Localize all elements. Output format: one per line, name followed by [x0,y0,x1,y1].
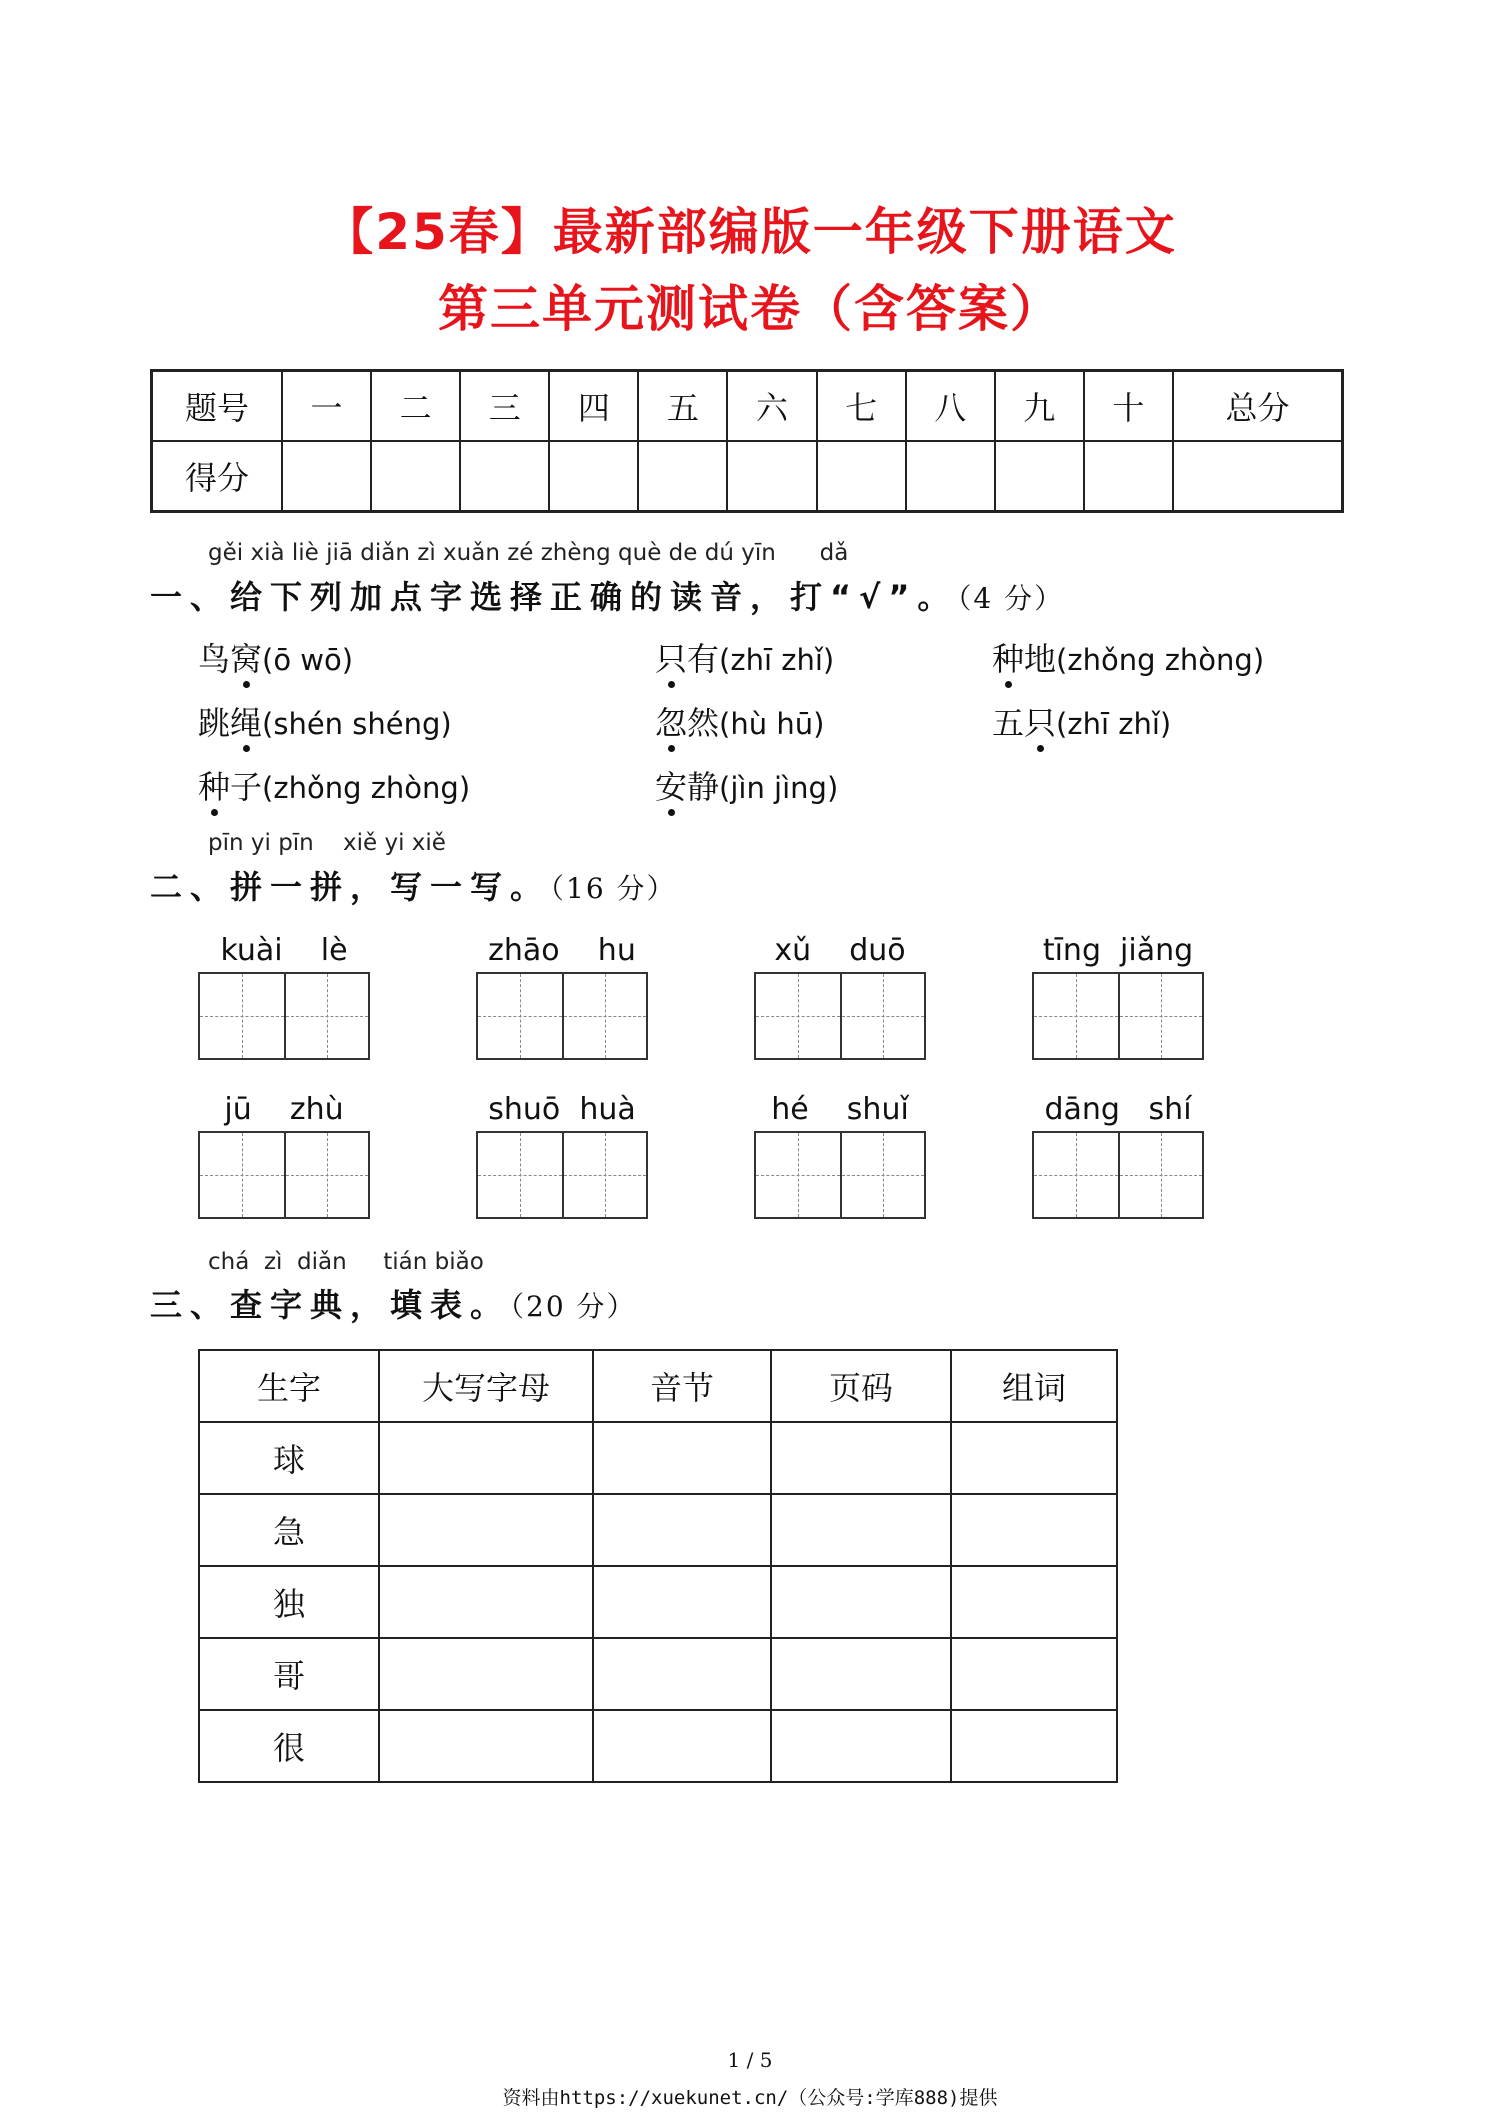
tian-box[interactable] [562,1133,646,1217]
char-cell: 很 [199,1710,379,1782]
answer-cell[interactable] [771,1566,951,1638]
writing-pinyin: kuài lè [220,933,348,968]
q1-item-dotted-char: 忽 [655,704,688,742]
writing-pinyin: jū zhù [224,1092,344,1127]
q1-item-options[interactable]: (zhī zhǐ) [719,643,835,677]
q1-item-options[interactable]: (zhǒng zhòng) [1056,643,1265,677]
q1-item-char: 然 [687,704,720,742]
column-header: 页码 [771,1350,951,1422]
writing-group [754,1089,926,1219]
answer-cell[interactable] [379,1566,593,1638]
q1-heading [150,572,1064,618]
tian-box[interactable] [756,1133,840,1217]
tian-grid [1032,972,1204,1060]
tian-grid [198,972,370,1060]
answer-cell[interactable] [771,1422,951,1494]
q1-item-options[interactable]: (ō wō) [262,643,354,677]
writing-pinyin: hé shuǐ [771,1092,909,1127]
score-cell: 四 [549,371,638,442]
answer-cell[interactable] [951,1494,1117,1566]
score-cell: 八 [906,371,995,442]
answer-cell[interactable] [379,1638,593,1710]
score-blank-cell[interactable] [460,441,549,512]
char-cell: 急 [199,1494,379,1566]
tian-grid [754,972,926,1060]
tian-grid [754,1131,926,1219]
tian-grid [476,972,648,1060]
source-footer: 资料由https://xuekunet.cn/（公众号:学库888)提供 [502,2087,998,2109]
tian-box[interactable] [284,1133,368,1217]
table-row [199,1422,1117,1494]
answer-cell[interactable] [379,1494,593,1566]
page-title-line2: 第三单元测试卷（含答案） [438,280,1062,338]
writing-pinyin: tīng jiǎng [1042,933,1194,968]
score-cell: 六 [727,371,816,442]
q1-item-char: 有 [687,640,720,678]
tian-box[interactable] [1034,1133,1118,1217]
column-header: 生字 [199,1350,379,1422]
score-cell: 十 [1084,371,1173,442]
answer-cell[interactable] [593,1638,771,1710]
writing-pinyin: zhāo hu [488,933,636,968]
char-cell: 独 [199,1566,379,1638]
q1-item-dotted-char: 只 [655,640,688,678]
tian-box[interactable] [478,974,562,1058]
column-header: 音节 [593,1350,771,1422]
q1-item-char: 跳 [198,704,231,742]
q1-item-dotted-char: 绳 [230,704,263,742]
score-blank-cell[interactable] [995,441,1084,512]
answer-cell[interactable] [379,1710,593,1782]
answer-cell[interactable] [771,1638,951,1710]
answer-cell[interactable] [593,1710,771,1782]
score-cell: 九 [995,371,1084,442]
q2-heading [150,862,677,908]
q1-item-char: 鸟 [198,640,231,678]
writing-group [476,930,648,1060]
score-cell: 二 [371,371,460,442]
tian-box[interactable] [200,1133,284,1217]
q3-heading-text: 三、查字典，填表。 [150,1286,511,1324]
score-cell: 三 [460,371,549,442]
tian-box[interactable] [1118,1133,1202,1217]
tian-box[interactable] [478,1133,562,1217]
q1-points: （4 分） [957,582,1065,615]
q1-item-options[interactable]: (jìn jìng) [719,771,839,805]
q1-item [198,698,452,744]
tian-box[interactable] [284,974,368,1058]
score-cell: 七 [817,371,906,442]
tian-box[interactable] [756,974,840,1058]
tian-box[interactable] [1118,974,1202,1058]
writing-pinyin: shuō huà [488,1092,636,1127]
table-header-row [199,1350,1117,1422]
score-cell: 一 [282,371,371,442]
answer-cell[interactable] [951,1422,1117,1494]
score-blank-cell[interactable] [371,441,460,512]
q1-item-char: 地 [1024,640,1057,678]
q1-item-char: 静 [687,768,720,806]
q1-item-char: 五 [992,704,1025,742]
score-cell: 五 [638,371,727,442]
score-blank-cell[interactable] [549,441,638,512]
writing-group [198,1089,370,1219]
tian-box[interactable] [840,974,924,1058]
q1-item [198,634,353,680]
table-row [199,1566,1117,1638]
tian-box[interactable] [200,974,284,1058]
writing-group [198,930,370,1060]
score-blank-cell[interactable] [638,441,727,512]
q1-heading-text: 一、给下列加点字选择正确的读音，打“√”。 [150,578,958,616]
answer-cell[interactable] [593,1494,771,1566]
score-blank-cell[interactable] [1084,441,1173,512]
tian-box[interactable] [1034,974,1118,1058]
answer-cell[interactable] [593,1566,771,1638]
q1-item [655,762,838,808]
answer-cell[interactable] [951,1638,1117,1710]
writing-group [754,930,926,1060]
writing-group [1032,930,1204,1060]
q2-points: （16 分） [550,872,677,905]
q1-item-options[interactable]: (hù hū) [719,707,825,741]
writing-pinyin: xǔ duō [774,933,906,968]
writing-group [476,1089,648,1219]
q1-item [992,634,1264,680]
answer-cell[interactable] [771,1710,951,1782]
answer-cell[interactable] [593,1422,771,1494]
q3-pinyin: chá zì diǎn tián biǎo [208,1249,484,1275]
q1-pinyin: gěi xià liè jiā diǎn zì xuǎn zé zhèng què de dú yīn dǎ [208,540,849,566]
score-table-header-row [152,371,1343,442]
tian-box[interactable] [562,974,646,1058]
q2-pinyin: pīn yi pīn xiě yi xiě [208,830,446,856]
q3-points: （20 分） [510,1290,637,1323]
q1-item-char: 子 [230,768,263,806]
q1-item-dotted-char: 安 [655,768,688,806]
q1-item-dotted-char: 种 [198,768,231,806]
table-row [199,1710,1117,1782]
score-table [150,369,1344,513]
page-number: 1 / 5 [727,2048,773,2072]
char-cell: 球 [199,1422,379,1494]
q1-item [992,698,1171,744]
dictionary-table [198,1349,1118,1783]
score-row-label: 得分 [152,441,283,512]
tian-box[interactable] [840,1133,924,1217]
column-header: 组词 [951,1350,1117,1422]
q3-heading [150,1280,637,1326]
answer-cell[interactable] [379,1422,593,1494]
char-cell: 哥 [199,1638,379,1710]
tian-grid [1032,1131,1204,1219]
q1-item-dotted-char: 窝 [230,640,263,678]
q2-heading-text: 二、拼一拼，写一写。 [150,868,551,906]
q1-item [655,634,834,680]
q1-item-options[interactable]: (shén shéng) [262,707,452,741]
answer-cell[interactable] [951,1710,1117,1782]
score-table-score-row [152,441,1343,512]
q1-item [655,698,824,744]
q1-item-dotted-char: 种 [992,640,1025,678]
score-blank-cell[interactable] [282,441,371,512]
answer-cell[interactable] [771,1494,951,1566]
q1-item [198,762,470,808]
score-cell: 题号 [152,371,283,442]
q1-item-options[interactable]: (zhī zhǐ) [1056,707,1172,741]
tian-grid [198,1131,370,1219]
answer-cell[interactable] [951,1566,1117,1638]
score-blank-cell[interactable] [817,441,906,512]
page-title-line1: 【25春】最新部编版一年级下册语文 [323,203,1177,261]
writing-pinyin: dāng shí [1044,1092,1192,1127]
score-cell: 总分 [1173,371,1343,442]
score-blank-cell[interactable] [906,441,995,512]
q1-item-dotted-char: 只 [1024,704,1057,742]
column-header: 大写字母 [379,1350,593,1422]
score-blank-cell[interactable] [1173,441,1343,512]
score-blank-cell[interactable] [727,441,816,512]
writing-group [1032,1089,1204,1219]
tian-grid [476,1131,648,1219]
table-row [199,1638,1117,1710]
table-row [199,1494,1117,1566]
q1-item-options[interactable]: (zhǒng zhòng) [262,771,471,805]
